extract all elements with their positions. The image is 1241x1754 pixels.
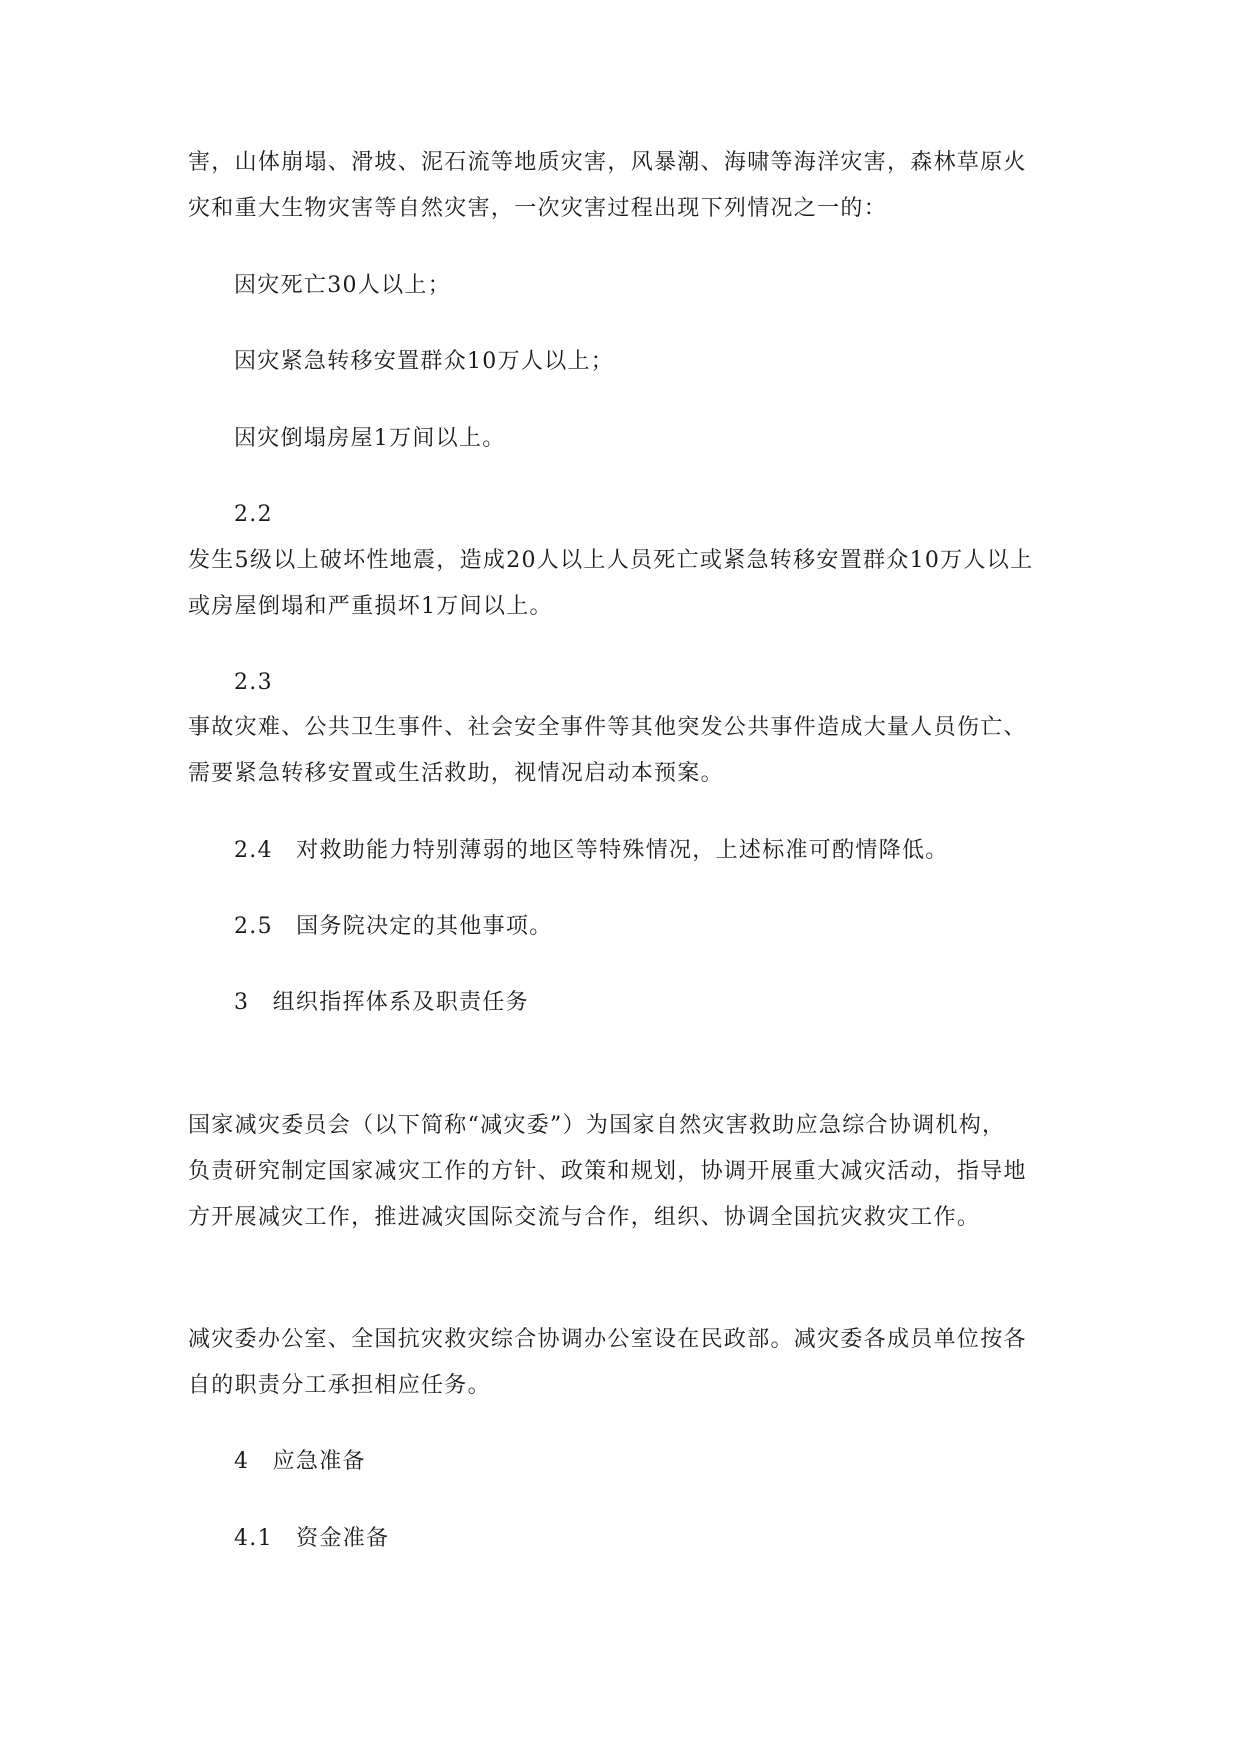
text-line: 减灾委办公室、全国抗灾救灾综合协调办公室设在民政部。减灾委各成员单位按各 <box>188 1327 1027 1352</box>
list-item: 因灾紧急转移安置群众10万人以上； <box>234 349 615 374</box>
list-item: 因灾倒塌房屋1万间以上。 <box>234 426 506 451</box>
section-item: 2.4 对救助能力特别薄弱的地区等特殊情况，上述标准可酌情降低。 <box>234 838 949 863</box>
text-line: 需要紧急转移安置或生活救助，视情况启动本预案。 <box>188 761 724 786</box>
text-line: 负责研究制定国家减灾工作的方针、政策和规划，协调开展重大减灾活动，指导地 <box>188 1159 1027 1184</box>
text-line: 或房屋倒塌和严重损坏1万间以上。 <box>188 594 553 619</box>
text-line: 灾和重大生物灾害等自然灾害，一次灾害过程出现下列情况之一的： <box>188 196 888 221</box>
list-item: 因灾死亡30人以上； <box>234 273 451 298</box>
text-line: 国家减灾委员会（以下简称“减灾委”）为国家自然灾害救助应急综合协调机构， <box>188 1113 1006 1138</box>
text-line: 自的职责分工承担相应任务。 <box>188 1373 491 1398</box>
section-item: 2.5 国务院决定的其他事项。 <box>234 914 553 939</box>
section-number: 2.2 <box>234 502 273 527</box>
text-line: 事故灾难、公共卫生事件、社会安全事件等其他突发公共事件造成大量人员伤亡、 <box>188 715 1027 740</box>
section-heading: 4.1 资金准备 <box>234 1526 390 1551</box>
section-heading: 4 应急准备 <box>234 1449 366 1474</box>
section-heading: 3 组织指挥体系及职责任务 <box>234 990 529 1015</box>
section-number: 2.3 <box>234 670 273 695</box>
text-line: 发生5级以上破坏性地震，造成20人以上人员死亡或紧急转移安置群众10万人以上 <box>188 548 1034 573</box>
text-line: 害，山体崩塌、滑坡、泥石流等地质灾害，风暴潮、海啸等海洋灾害，森林草原火 <box>188 150 1027 175</box>
text-line: 方开展减灾工作，推进减灾国际交流与合作，组织、协调全国抗灾救灾工作。 <box>188 1205 981 1230</box>
